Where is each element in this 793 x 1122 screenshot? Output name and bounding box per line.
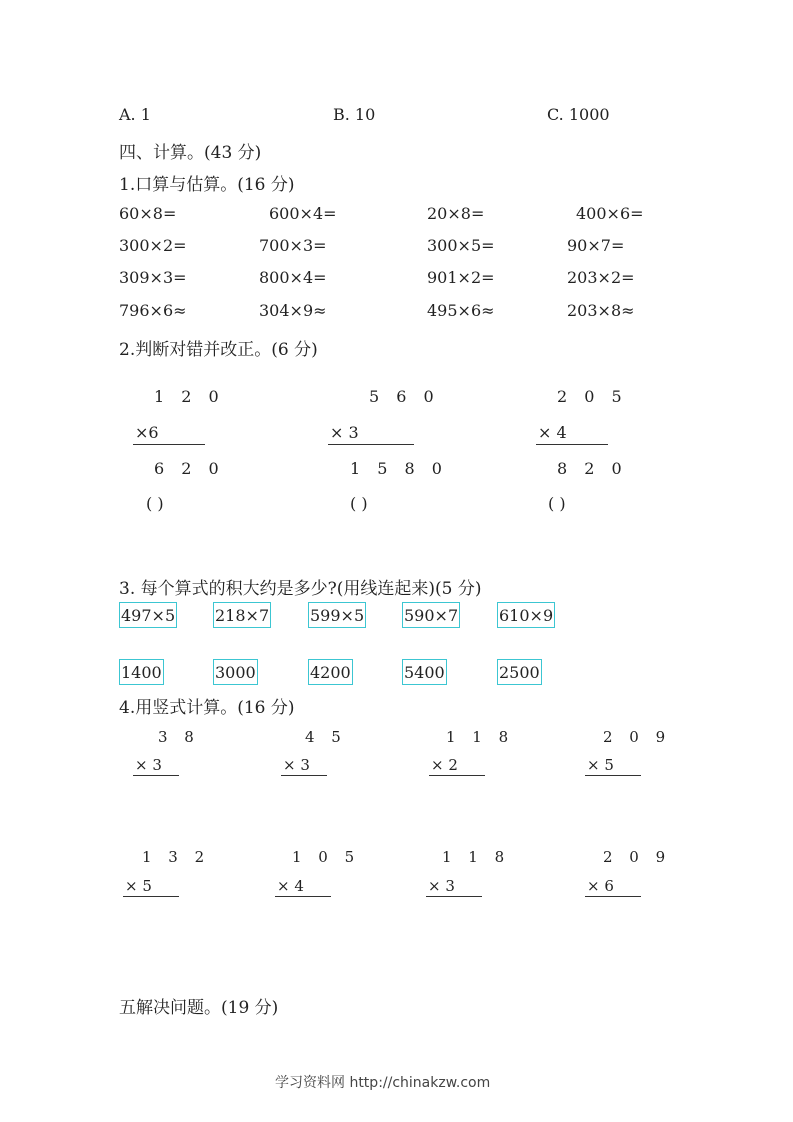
q3-answer-box[interactable]: 2500 xyxy=(497,659,542,685)
q1-item: 304×9≈ xyxy=(259,301,327,320)
q4-rule xyxy=(426,896,482,897)
q4-top: 2 0 9 xyxy=(603,848,672,866)
q1-item: 20×8= xyxy=(427,204,485,223)
q3-expression-box[interactable]: 590×7 xyxy=(402,602,460,628)
q2-result: 6 2 0 xyxy=(154,459,225,478)
q3-expression-box[interactable]: 599×5 xyxy=(308,602,366,628)
q4-op: × 3 xyxy=(135,756,162,774)
q1-item: 203×2= xyxy=(567,268,635,287)
choice-b: B. 10 xyxy=(333,105,376,124)
q3-expression-box[interactable]: 610×9 xyxy=(497,602,555,628)
q2-title: 2.判断对错并改正。(6 分) xyxy=(119,340,318,360)
q2-op: ×6 xyxy=(135,423,159,442)
q1-item: 800×4= xyxy=(259,268,327,287)
q2-answer-paren: ( ) xyxy=(548,494,566,513)
q4-top: 1 1 8 xyxy=(446,728,515,746)
q4-op: × 6 xyxy=(587,877,614,895)
q1-title: 1.口算与估算。(16 分) xyxy=(119,175,295,195)
q4-top: 3 8 xyxy=(158,728,200,746)
q3-answer-box[interactable]: 1400 xyxy=(119,659,164,685)
q4-top: 2 0 9 xyxy=(603,728,672,746)
q1-item: 600×4= xyxy=(269,204,337,223)
q3-answer-box[interactable]: 5400 xyxy=(402,659,447,685)
q2-answer-paren: ( ) xyxy=(350,494,368,513)
q2-top: 1 2 0 xyxy=(154,387,225,406)
q2-op: × 4 xyxy=(538,423,567,442)
q4-top: 4 5 xyxy=(305,728,347,746)
q4-top: 1 0 5 xyxy=(292,848,361,866)
q4-rule xyxy=(275,896,331,897)
q3-expression-box[interactable]: 218×7 xyxy=(213,602,271,628)
q4-rule xyxy=(133,775,179,776)
q1-item: 901×2= xyxy=(427,268,495,287)
q4-rule xyxy=(585,896,641,897)
q1-item: 309×3= xyxy=(119,268,187,287)
q1-item: 203×8≈ xyxy=(567,301,635,320)
footer-watermark: 学习资料网 http://chinakzw.com xyxy=(275,1075,491,1091)
section4-title: 四、计算。(43 分) xyxy=(119,143,262,163)
q2-top: 2 0 5 xyxy=(557,387,628,406)
q4-title: 4.用竖式计算。(16 分) xyxy=(119,698,295,718)
q4-op: × 3 xyxy=(283,756,310,774)
q1-item: 90×7= xyxy=(567,236,625,255)
q1-item: 300×2= xyxy=(119,236,187,255)
q4-op: × 2 xyxy=(431,756,458,774)
q2-answer-paren: ( ) xyxy=(146,494,164,513)
q4-rule xyxy=(281,775,327,776)
q1-item: 700×3= xyxy=(259,236,327,255)
q1-item: 300×5= xyxy=(427,236,495,255)
q1-item: 60×8= xyxy=(119,204,177,223)
q2-rule xyxy=(536,444,608,445)
q2-rule xyxy=(133,444,205,445)
q4-op: × 4 xyxy=(277,877,304,895)
q4-top: 1 3 2 xyxy=(142,848,211,866)
q2-op: × 3 xyxy=(330,423,359,442)
q2-result: 8 2 0 xyxy=(557,459,628,478)
q1-item: 796×6≈ xyxy=(119,301,187,320)
q1-item: 400×6= xyxy=(576,204,644,223)
q3-title: 3. 每个算式的积大约是多少?(用线连起来)(5 分) xyxy=(119,579,482,599)
section5-title: 五解决问题。(19 分) xyxy=(119,998,279,1018)
q3-answer-box[interactable]: 4200 xyxy=(308,659,353,685)
q3-expression-box[interactable]: 497×5 xyxy=(119,602,177,628)
q4-op: × 5 xyxy=(587,756,614,774)
q2-rule xyxy=(328,444,414,445)
q4-rule xyxy=(585,775,641,776)
q4-op: × 5 xyxy=(125,877,152,895)
q4-op: × 3 xyxy=(428,877,455,895)
q2-result: 1 5 8 0 xyxy=(350,459,448,478)
q1-item: 495×6≈ xyxy=(427,301,495,320)
choice-a: A. 1 xyxy=(119,105,151,124)
q4-top: 1 1 8 xyxy=(442,848,511,866)
q2-top: 5 6 0 xyxy=(369,387,440,406)
q4-rule xyxy=(429,775,485,776)
choice-c: C. 1000 xyxy=(547,105,610,124)
q4-rule xyxy=(123,896,179,897)
q3-answer-box[interactable]: 3000 xyxy=(213,659,258,685)
